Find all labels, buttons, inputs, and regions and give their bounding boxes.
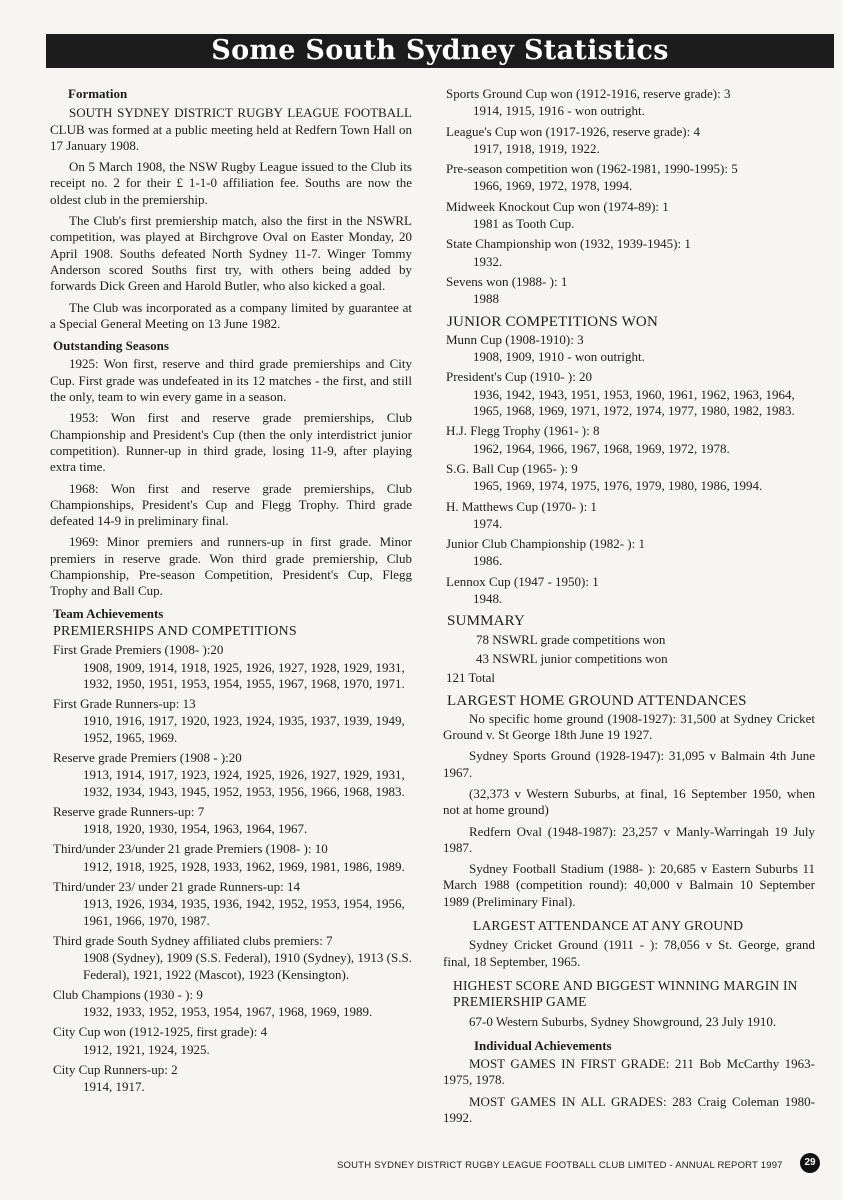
formation-heading: Formation [68,86,128,101]
junior-competitions-heading: JUNIOR COMPETITIONS WON [447,313,658,330]
stat-label: Lennox Cup (1947 - 1950): 1 [446,573,599,589]
individual-achievements-heading: Individual Achievements [474,1037,612,1053]
premierships-heading: PREMIERSHIPS AND COMPETITIONS [53,623,297,639]
stat-years: 1908, 1909, 1914, 1918, 1925, 1926, 1927, 1928, 1929, 1931, 1932, 1950, 1951, 1953, 1954, 1955, 1967, 1968, 1970, 1971. [83,659,405,691]
stat-years: 1914, 1917. [83,1079,145,1095]
attendance-paragraph: Sydney Football Stadium (1988- ): 20,685 v Eastern Suburbs 11 March 1988 (competition round): 40,000 v Balmain 10 September 1989 (Preliminary Final). [443,861,815,909]
stat-years: 1912, 1921, 1924, 1925. [83,1041,210,1057]
season-paragraph: 1925: Won first, reserve and third grade premierships and City Cup. First grade was undefeated in its 12 matches - the first, and still the only, team to win every game in a season. [50,356,412,405]
left-column [50,86,412,1100]
stat-years: 1913, 1914, 1917, 1923, 1924, 1925, 1926, 1927, 1929, 1931, 1932, 1934, 1943, 1945, 1952, 1953, 1956, 1966, 1968, 1983. [83,767,405,799]
attendance-paragraph: Sydney Sports Ground (1928-1947): 31,095 v Balmain 4th June 1967. [443,748,815,780]
stat-label: League's Cup won (1917-1926, reserve grade): 4 [446,123,700,139]
stat-years: 1914, 1915, 1916 - won outright. [473,103,645,119]
stat-label: City Cup won (1912-1925, first grade): 4 [53,1024,268,1040]
stat-years: 1918, 1920, 1930, 1954, 1963, 1964, 1967. [83,821,308,837]
seasons-heading: Outstanding Seasons [53,338,169,354]
stat-label: City Cup Runners-up: 2 [53,1062,178,1078]
season-paragraph: 1968: Won first and reserve grade premierships, Club Championships, President's Cup and Flegg Trophy. Third grade defeated 14-9 in preliminary final. [50,480,412,529]
any-ground-heading: LARGEST ATTENDANCE AT ANY GROUND [473,918,744,934]
stat-years: 1966, 1969, 1972, 1978, 1994. [473,178,633,194]
summary-total: 121 Total [446,670,496,686]
formation-paragraph: SOUTH SYDNEY DISTRICT RUGBY LEAGUE FOOTBALL CLUB was formed at a public meeting held at Redfern Town Hall on 17 January 1908. [50,105,412,153]
formation-paragraph: On 5 March 1908, the NSW Rugby League issued to the Club its receipt no. 2 for their £ 1-1-0 affiliation fee. Souths are now the oldest club in the premiership. [50,159,412,207]
individual-paragraph: MOST GAMES IN ALL GRADES: 283 Craig Coleman 1980-1992. [443,1093,815,1126]
individual-paragraph: MOST GAMES IN FIRST GRADE: 211 Bob McCarthy 1963-1975, 1978. [443,1056,815,1088]
stat-label: Munn Cup (1908-1910): 3 [446,331,584,347]
formation-paragraph: The Club's first premiership match, also the first in the NSWRL competition, was played at Birchgrove Oval on Easter Monday, 20 April 1908. Souths defeated North Sydney 11-7. Winger Tommy Anderson scored Souths first try, with others being added by forwards Dick Green and Harold Butler, who also kicked a goal. [50,213,412,294]
stat-label: Third/under 23/ under 21 grade Runners-up: 14 [53,879,300,895]
page-title: Some South Sydney Statistics [46,34,834,68]
stat-label: Sevens won (1988- ): 1 [446,273,568,289]
stat-years: 1948. [473,591,503,607]
stat-years: 1988 [473,291,499,307]
highest-score-paragraph: 67-0 Western Suburbs, Sydney Showground, 23 July 1910. [469,1013,777,1029]
stat-years: 1908 (Sydney), 1909 (S.S. Federal), 1910 (Sydney), 1913 (S.S. Federal), 1921, 1922 (Mascot), 1923 (Kensington). [83,950,412,982]
stat-label: S.G. Ball Cup (1965- ): 9 [446,460,578,476]
team-achievements-heading: Team Achievements [53,605,164,621]
stat-years: 1932, 1933, 1952, 1953, 1954, 1967, 1968, 1969, 1989. [83,1004,373,1020]
stat-label: Pre-season competition won (1962-1981, 1990-1995): 5 [446,161,738,177]
stat-years: 1910, 1916, 1917, 1920, 1923, 1924, 1935, 1937, 1939, 1949, 1952, 1965, 1969. [83,713,405,745]
stat-label: First Grade Premiers (1908- ):20 [53,642,224,658]
stat-label: Club Champions (1930 - ): 9 [53,986,203,1002]
right-column [443,86,815,1131]
stat-label: Sports Ground Cup won (1912-1916, reserve grade): 3 [446,86,731,101]
attendance-paragraph: Redfern Oval (1948-1987): 23,257 v Manly-Warringah 19 July 1987. [443,823,815,855]
stat-years: 1908, 1909, 1910 - won outright. [473,349,645,365]
stat-years: 1986. [473,553,503,569]
stat-label: Third grade South Sydney affiliated clubs premiers: 7 [53,932,333,948]
stat-label: Junior Club Championship (1982- ): 1 [446,536,645,552]
highest-score-heading: HIGHEST SCORE AND BIGGEST WINNING MARGIN IN PREMIERSHIP GAME [453,977,798,1010]
stat-label: Third/under 23/under 21 grade Premiers (1908- ): 10 [53,841,328,857]
formation-paragraph: The Club was incorporated as a company limited by guarantee at a Special General Meeting on 13 June 1982. [50,299,412,331]
stat-years: 1913, 1926, 1934, 1935, 1936, 1942, 1952, 1953, 1954, 1956, 1961, 1966, 1970, 1987. [83,896,405,928]
page-number-badge: 29 [800,1153,820,1173]
stat-years: 1936, 1942, 1943, 1951, 1953, 1960, 1961, 1962, 1963, 1964, 1965, 1968, 1969, 1971, 1972, 1974, 1977, 1980, 1982, 1983. [473,386,795,419]
stat-years: 1962, 1964, 1966, 1967, 1968, 1969, 1972, 1978. [473,440,730,456]
stat-label: State Championship won (1932, 1939-1945): 1 [446,236,691,252]
stat-years: 1981 as Tooth Cup. [473,216,575,232]
stat-years: 1917, 1918, 1919, 1922. [473,140,600,156]
stat-label: President's Cup (1910- ): 20 [446,369,593,385]
summary-heading: SUMMARY [447,613,526,630]
stat-label: H.J. Flegg Trophy (1961- ): 8 [446,423,600,439]
season-paragraph: 1953: Won first and reserve grade premierships, Club Championship and President's Cup (then the only interdistrict junior competition). Runner-up in third grade, losing 11-9, after playing extra time. [50,410,412,475]
stat-label: Midweek Knockout Cup won (1974-89): 1 [446,198,669,214]
summary-line: 78 NSWRL grade competitions won [476,631,666,647]
attendance-heading: LARGEST HOME GROUND ATTENDANCES [447,692,747,709]
attendance-paragraph: (32,373 v Western Suburbs, at final, 16 September 1950, when not at home ground) [443,785,815,818]
stat-years: 1932. [473,253,503,269]
stat-years: 1912, 1918, 1925, 1928, 1933, 1962, 1969, 1981, 1986, 1989. [83,858,405,874]
stat-label: Reserve grade Runners-up: 7 [53,803,205,819]
summary-line: 43 NSWRL junior competitions won [476,650,668,666]
stat-years: 1974. [473,515,503,531]
stat-label: First Grade Runners-up: 13 [53,696,196,712]
stat-years: 1965, 1969, 1974, 1975, 1976, 1979, 1980, 1986, 1994. [473,478,763,494]
stat-label: Reserve grade Premiers (1908 - ):20 [53,749,242,765]
stat-label: H. Matthews Cup (1970- ): 1 [446,498,597,514]
attendance-paragraph: No specific home ground (1908-1927): 31,500 at Sydney Cricket Ground v. St George 18th June 19 1927. [443,710,815,743]
any-ground-paragraph: Sydney Cricket Ground (1911 - ): 78,056 v St. George, grand final, 18 September, 1965. [443,937,815,969]
page-footer: SOUTH SYDNEY DISTRICT RUGBY LEAGUE FOOTBALL CLUB LIMITED - ANNUAL REPORT 1997 [337,1160,783,1171]
season-paragraph: 1969: Minor premiers and runners-up in first grade. Minor premiers in reserve grade. Won third grade premiership, Club Championship, Pre-season Competition, President's Cup, Flegg Trophy and Ball Cup. [50,534,412,599]
